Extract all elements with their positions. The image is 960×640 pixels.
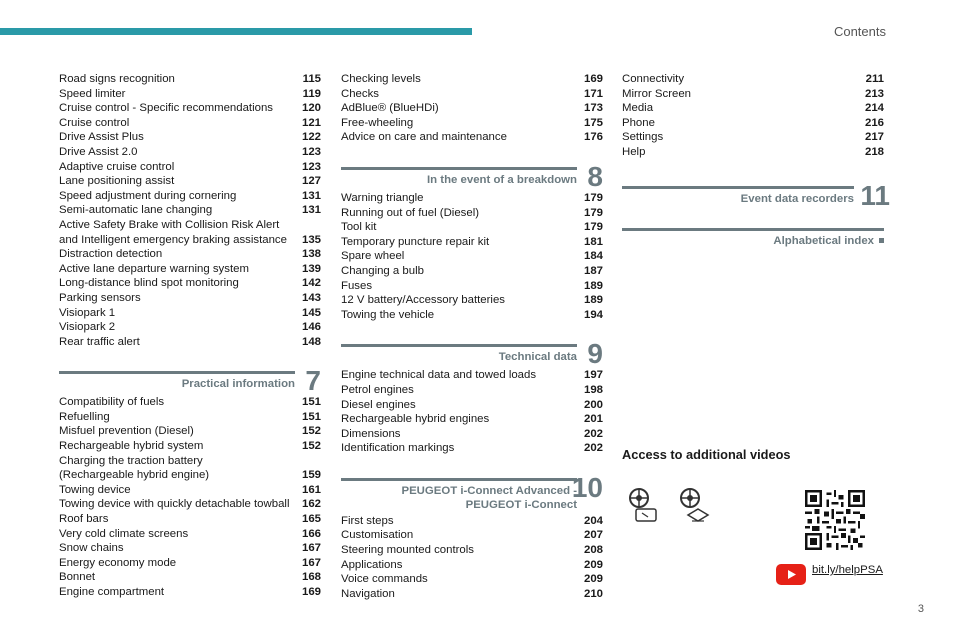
toc-entry-page: 171 [583,87,603,100]
toc-entry-label: Diesel engines [341,398,416,411]
toc-entry[interactable] [341,206,603,221]
toc-entry-label: Energy economy mode [59,556,177,569]
toc-column-1 [59,72,321,600]
toc-entry-page: 131 [301,204,321,217]
toc-entry[interactable] [341,572,603,587]
toc-entry[interactable] [59,218,321,233]
toc-entry[interactable] [341,368,603,383]
toc-entry-page: 152 [301,425,321,438]
toc-entry-page: 165 [301,513,321,526]
toc-entry[interactable] [59,335,321,350]
toc-entry[interactable] [59,483,321,498]
toc-entry[interactable] [59,570,321,585]
toc-entry-page: 209 [583,573,603,586]
toc-entry[interactable] [59,291,321,306]
section-rule [622,228,884,231]
toc-entry-page: 159 [301,469,321,482]
toc-entry-page: 119 [302,87,321,100]
toc-entry-label: Free-wheeling [341,116,414,129]
toc-entry[interactable] [341,293,603,308]
toc-entry[interactable] [59,276,321,291]
toc-list [341,72,603,145]
toc-entry[interactable] [59,262,321,277]
toc-entry-page: 184 [583,250,603,263]
toc-entry-label: Connectivity [622,73,685,85]
toc-entry-label: Help [622,145,646,158]
toc-entry-page: 218 [864,145,884,158]
toc-entry[interactable] [341,587,603,602]
help-video-link[interactable]: bit.ly/helpPSA [812,564,883,576]
toc-entry[interactable] [341,558,603,573]
toc-entry[interactable] [59,203,321,218]
toc-entry-page: 123 [301,145,321,158]
toc-entry-page: 167 [301,556,321,569]
toc-entry-label: Long-distance blind spot monitoring [59,277,239,290]
section-number: 10 [571,471,603,503]
toc-entry-page: 189 [583,279,603,292]
toc-entry-label: Steering mounted controls [341,544,474,557]
toc-list [341,191,603,322]
toc-entry-label: Misfuel prevention (Diesel) [59,425,194,438]
toc-entry-page: 142 [301,277,321,290]
toc-entry[interactable] [622,130,884,145]
toc-entry[interactable] [59,497,321,512]
toc-entry-label: Charging the traction battery [59,454,203,467]
section-number: 11 [860,179,890,211]
toc-entry-label: Advice on care and maintenance [341,131,507,144]
section-title [773,234,884,248]
section-9-header [341,340,603,368]
toc-entry-page: 169 [583,73,603,85]
toc-entry-label: Temporary puncture repair kit [341,235,490,248]
section-title: Practical information [181,378,295,391]
toc-entry-label: Checking levels [341,73,421,85]
toc-entry[interactable] [341,220,603,235]
section-title-line: PEUGEOT i-Connect Advanced - [401,484,577,497]
toc-entry-label: Fuses [341,279,373,292]
toc-entry-label: Drive Assist 2.0 [59,145,138,158]
toc-entry-page: 176 [583,131,603,144]
toc-list [59,72,321,349]
toc-entry-label: Road signs recognition [59,73,175,85]
toc-entry[interactable] [341,441,603,456]
square-bullet-icon [879,238,884,243]
toc-entry-label: Cruise control - Specific recommendations [59,102,273,115]
toc-entry-label: Settings [622,131,664,144]
toc-entry[interactable] [622,101,884,116]
toc-entry-label: Petrol engines [341,383,414,396]
toc-entry-label: First steps [341,514,394,527]
toc-entry-page: 217 [864,131,884,144]
alphabetical-index-header[interactable] [622,224,884,252]
toc-entry-page: 127 [301,175,321,188]
toc-entry-page: 214 [864,102,884,115]
toc-entry[interactable] [341,72,603,87]
toc-entry-label: Adaptive cruise control [59,160,175,173]
toc-entry-page: 181 [583,235,603,248]
toc-entry-label: Speed adjustment during cornering [59,189,237,202]
toc-entry[interactable] [341,116,603,131]
toc-entry[interactable] [59,145,321,160]
toc-entry[interactable] [622,72,884,87]
wheel-road-icon [678,487,714,523]
toc-entry[interactable] [59,468,321,483]
toc-entry[interactable] [59,189,321,204]
toc-entry-page: 179 [583,191,603,204]
toc-entry-page: 201 [583,413,603,426]
toc-entry[interactable] [341,235,603,250]
toc-entry[interactable] [341,398,603,413]
toc-entry[interactable] [59,130,321,145]
toc-entry[interactable] [622,87,884,102]
toc-entry[interactable] [59,410,321,425]
toc-entry-page: 143 [301,291,321,304]
toc-entry-label: Engine compartment [59,586,165,598]
toc-entry-page: 152 [301,440,321,453]
toc-entry[interactable] [59,395,321,410]
toc-entry-page: 138 [301,248,321,261]
toc-entry[interactable] [341,308,603,323]
toc-entry-page: 197 [583,369,603,382]
toc-entry[interactable] [59,541,321,556]
toc-list [341,368,603,456]
toc-entry-label: Lane positioning assist [59,175,175,188]
toc-entry[interactable] [341,101,603,116]
toc-entry[interactable] [341,412,603,427]
toc-entry-page: 122 [301,131,321,144]
wheel-screen-icon [626,487,662,523]
toc-entry-page: 123 [301,160,321,173]
toc-entry-page: 187 [583,264,603,277]
toc-entry-label: Distraction detection [59,248,163,261]
toc-entry[interactable] [341,543,603,558]
toc-entry-page: 202 [583,442,603,455]
toc-entry-page: 168 [301,571,321,584]
toc-entry[interactable] [341,427,603,442]
toc-entry-label: AdBlue® (BlueHDi) [341,102,439,115]
toc-entry-label: Mirror Screen [622,87,691,100]
section-rule [622,186,854,189]
toc-entry[interactable] [341,514,603,529]
toc-entry[interactable] [341,279,603,294]
toc-entry-page: 121 [301,116,321,129]
alphabetical-index-label: Alphabetical index [773,234,874,247]
toc-entry[interactable] [59,116,321,131]
toc-entry[interactable] [341,249,603,264]
toc-entry-page: 139 [301,262,321,275]
toc-entry-label: Very cold climate screens [59,527,189,540]
qr-code-icon[interactable] [805,490,865,550]
toc-entry[interactable] [341,528,603,543]
toc-entry-label: Customisation [341,529,414,542]
toc-entry-label: Tool kit [341,221,377,234]
toc-entry-page: 208 [583,544,603,557]
section-rule [59,371,295,374]
toc-entry-label: Towing the vehicle [341,308,435,321]
toc-entry[interactable] [622,116,884,131]
toc-entry[interactable] [341,191,603,206]
toc-entry-label: Compatibility of fuels [59,396,165,409]
toc-entry[interactable] [59,247,321,262]
toc-entry-label: Voice commands [341,573,428,586]
section-number: 7 [305,365,321,397]
toc-entry-page: 200 [583,398,603,411]
toc-entry-page: 210 [583,587,603,600]
toc-entry-page: 115 [302,73,321,85]
toc-entry-page: 173 [583,102,603,115]
toc-entry-label: Parking sensors [59,291,141,304]
toc-entry-label: Snow chains [59,542,124,555]
toc-entry[interactable] [59,160,321,175]
toc-entry-label: Rechargeable hybrid engines [341,413,490,426]
toc-entry-page: 211 [865,73,884,85]
toc-entry-label: Spare wheel [341,250,405,263]
toc-entry-label: Navigation [341,587,395,600]
toc-entry-label: Roof bars [59,513,109,526]
toc-entry-label: Applications [341,558,403,571]
toc-entry-label: Bonnet [59,571,96,584]
toc-entry[interactable] [341,264,603,279]
section-title: In the event of a breakdown [426,173,577,186]
toc-entry-label: Speed limiter [59,87,126,100]
toc-entry-label: Refuelling [59,410,110,423]
toc-entry-label: Identification markings [341,442,455,455]
toc-entry-page: 202 [583,427,603,440]
toc-entry-page: 216 [864,116,884,129]
section-11-header [622,179,890,211]
toc-entry[interactable] [341,130,603,145]
toc-entry-label: Towing device [59,483,131,496]
section-7-header [59,367,321,395]
toc-entry[interactable] [622,145,884,160]
toc-entry-page: 162 [301,498,321,511]
toc-entry-page: 204 [583,514,603,527]
toc-entry-label: Active Safety Brake with Collision Risk Alert [59,218,280,231]
toc-entry-page: 167 [301,542,321,555]
toc-column-3 [622,72,890,252]
toc-entry-label: Engine technical data and towed loads [341,369,537,382]
toc-entry-page: 189 [583,294,603,307]
toc-entry[interactable] [59,527,321,542]
toc-entry-page: 179 [583,206,603,219]
toc-entry-page: 120 [301,102,321,115]
toc-entry-page: 151 [301,396,321,409]
toc-entry[interactable] [59,174,321,189]
toc-entry[interactable] [59,233,321,248]
toc-entry-page: 194 [583,308,603,321]
toc-entry-label: Phone [622,116,655,129]
toc-entry[interactable] [59,439,321,454]
toc-entry-label: Running out of fuel (Diesel) [341,206,480,219]
toc-entry-label: Changing a bulb [341,264,424,277]
toc-entry[interactable] [59,556,321,571]
toc-entry[interactable] [59,424,321,439]
toc-entry-page: 213 [864,87,884,100]
page-title: Contents [833,24,886,39]
toc-entry-label: Cruise control [59,116,130,129]
toc-entry[interactable] [59,585,321,600]
section-10-header [341,471,603,514]
section-title: Event data recorders [740,192,854,205]
toc-entry-page: 166 [301,527,321,540]
toc-entry-page: 198 [583,383,603,396]
toc-entry-page: 148 [301,335,321,348]
toc-entry[interactable] [59,87,321,102]
toc-entry-page: 161 [301,483,321,496]
toc-entry-label: Towing device with quickly detachable towball [59,498,290,511]
toc-entry-label: Semi-automatic lane changing [59,204,213,217]
page-number: 3 [917,603,924,615]
section-rule [341,167,577,170]
toc-entry-label: Rear traffic alert [59,335,140,348]
toc-entry-page: 207 [583,529,603,542]
toc-list [622,72,884,160]
section-rule [341,478,577,481]
toc-entry[interactable] [59,512,321,527]
toc-entry[interactable] [341,383,603,398]
toc-entry[interactable] [59,306,321,321]
toc-entry[interactable] [59,454,321,469]
section-8-header [341,160,603,192]
toc-entry-label: (Rechargeable hybrid engine) [59,469,210,482]
youtube-icon[interactable] [776,564,806,585]
toc-entry-label: Warning triangle [341,191,424,204]
section-number: 9 [587,338,603,370]
toc-entry-page: 169 [301,586,321,598]
toc-column-2 [341,72,603,601]
toc-entry[interactable] [59,72,321,87]
section-title: Technical data [498,351,577,364]
toc-entry-label: Media [622,102,654,115]
accent-bar [0,28,472,35]
section-title-line: PEUGEOT i-Connect [465,498,577,511]
section-title [401,484,577,512]
toc-entry-label: Active lane departure warning system [59,262,249,275]
section-number: 8 [587,160,603,192]
toc-entry-page: 151 [301,410,321,423]
toc-entry-label: 12 V battery/Accessory batteries [341,294,505,307]
toc-entry-label: Dimensions [341,427,401,440]
toc-entry[interactable] [59,320,321,335]
toc-entry-label: and Intelligent emergency braking assistance [59,233,287,246]
toc-entry-page: 131 [301,189,321,202]
toc-entry-page: 175 [583,116,603,129]
toc-entry-label: Visiopark 2 [59,321,116,334]
toc-entry-label: Visiopark 1 [59,306,116,319]
toc-entry[interactable] [59,101,321,116]
toc-list [341,514,603,602]
toc-list [59,395,321,599]
toc-entry-label: Rechargeable hybrid system [59,440,204,453]
section-rule [341,344,577,347]
toc-entry-page: 179 [583,221,603,234]
toc-entry[interactable] [341,87,603,102]
videos-heading: Access to additional videos [622,447,791,462]
toc-entry-page: 146 [301,321,321,334]
toc-entry-page: 135 [301,233,321,246]
toc-entry-label: Checks [341,87,379,100]
toc-entry-page: 145 [301,306,321,319]
toc-entry-label: Drive Assist Plus [59,131,144,144]
toc-entry-page: 209 [583,558,603,571]
